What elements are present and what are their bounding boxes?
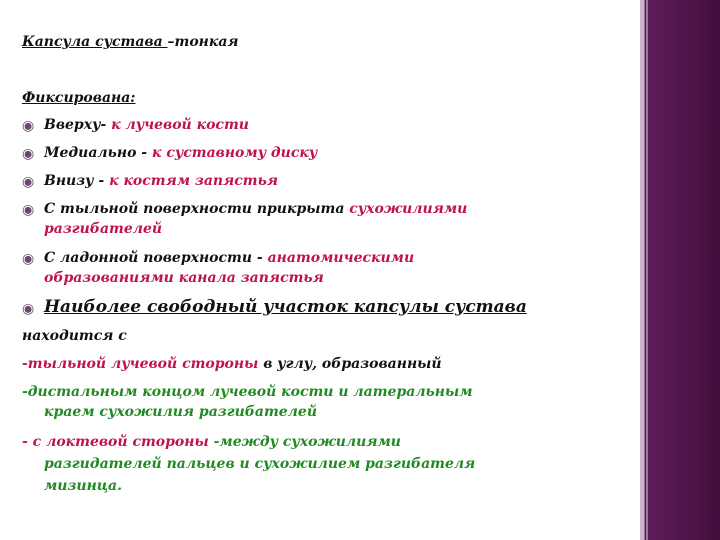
fixed-heading: Фиксирована: [22,90,136,106]
bullet-lead: Вверху- [44,117,112,133]
free-part-heading: Наиболее свободный участок капсулы сустава [44,297,527,317]
bullet-item-5 [44,248,414,268]
capsule-line [22,32,239,52]
ulnar-green: -между сухожилиями [208,434,401,450]
bullet-icon: ◉ [22,146,35,162]
bullet-lead: С ладонной поверхности - [44,250,268,266]
slide-content [22,0,622,540]
bullet-item-1 [44,115,249,135]
bullet-item-2 [44,143,317,163]
bullet-icon: ◉ [22,202,35,218]
capsule-rest: –тонкая [167,34,239,50]
distal-line-1: -дистальным концом лучевой кости и латеральным [22,384,473,400]
dorsal-line [22,354,442,374]
bullet-item-4 [44,199,467,219]
bullet-accent-continued: образованиями канала запястья [44,270,324,286]
bullet-accent: анатомическими [267,250,415,266]
bullet-accent: к суставному диску [151,145,318,161]
bullet-accent: к лучевой кости [111,117,249,133]
bullet-icon: ◉ [22,118,35,134]
bullet-lead: С тыльной поверхности прикрыта [44,201,350,217]
bullet-icon: ◉ [22,174,35,190]
bullet-accent-continued: разгибателей [44,221,163,237]
sidebar-rule [646,0,648,540]
capsule-label: Капсула сустава [22,34,168,50]
bullet-lead: Медиально - [44,145,152,161]
located-text: находится с [22,328,127,344]
bullet-accent: сухожилиями [349,201,468,217]
bullet-icon: ◉ [22,301,35,317]
dorsal-red: -тыльной лучевой стороны [22,356,259,372]
ulnar-line [22,432,401,452]
bullet-icon: ◉ [22,251,35,267]
ulnar-line-3: мизинца. [44,478,122,494]
ulnar-red: - с локтевой стороны [22,434,209,450]
ulnar-line-2: разгидателей пальцев и сухожилием разгибателя [44,456,476,472]
decorative-sidebar [640,0,720,540]
bullet-lead: Внизу - [44,173,110,189]
dorsal-black: в углу, образованный [258,356,442,372]
bullet-item-3 [44,171,278,191]
distal-line-2: краем сухожилия разгибателей [44,404,317,420]
bullet-accent: к костям запястья [109,173,278,189]
